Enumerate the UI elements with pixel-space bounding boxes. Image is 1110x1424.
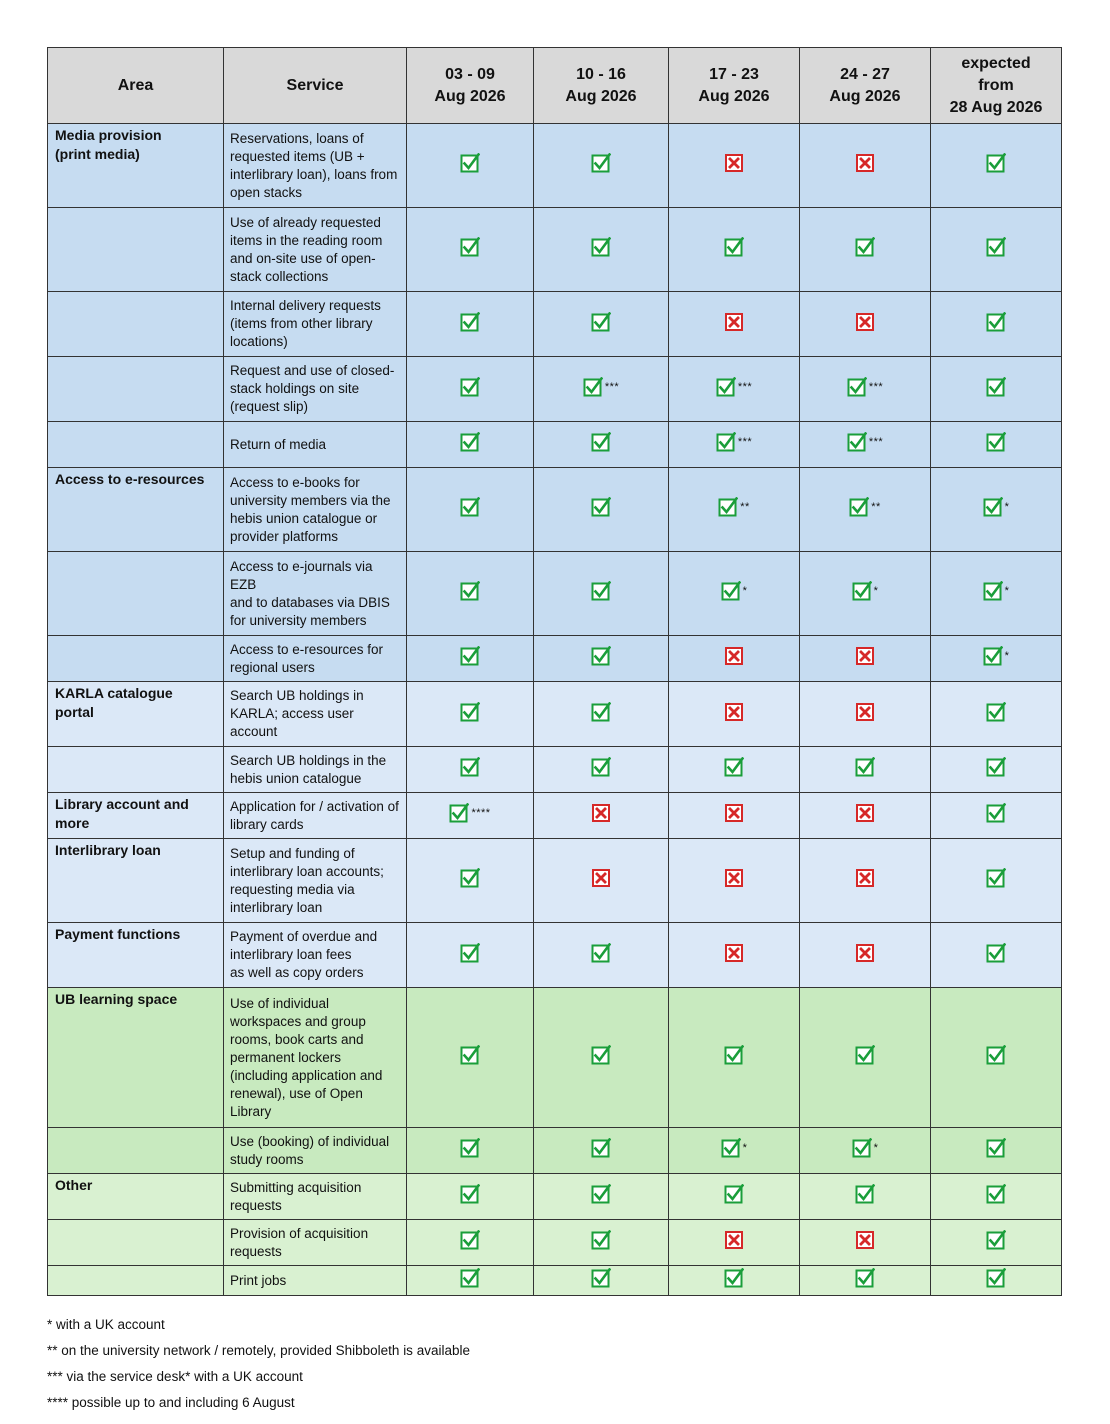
status-cell — [931, 923, 1062, 988]
checkbox-check-icon — [591, 757, 611, 777]
status-cell — [534, 552, 669, 636]
status-cell — [407, 1128, 534, 1174]
table-row — [48, 422, 1062, 468]
status-cell — [534, 1220, 669, 1266]
status-cell — [534, 422, 669, 468]
checkbox-check-icon — [847, 377, 867, 397]
checkbox-cross-icon — [855, 1230, 875, 1250]
status-cell — [534, 988, 669, 1128]
status-cell — [931, 747, 1062, 793]
status-cell — [931, 793, 1062, 839]
checkbox-check-icon — [986, 757, 1006, 777]
checkbox-check-icon — [986, 1184, 1006, 1204]
checkbox-cross-icon — [855, 153, 875, 173]
column-header-period: 24 - 27 Aug 2026 — [800, 48, 931, 124]
status-cell — [407, 208, 534, 292]
service-cell: Print jobs — [224, 1266, 407, 1296]
checkbox-cross-icon — [855, 312, 875, 332]
column-header-period: 03 - 09 Aug 2026 — [407, 48, 534, 124]
checkbox-check-icon — [986, 943, 1006, 963]
status-cell — [800, 1128, 931, 1174]
status-cell — [800, 292, 931, 357]
status-cell — [931, 636, 1062, 682]
area-cell: Library account and more — [48, 793, 224, 839]
footnote: * with a UK account — [47, 1317, 165, 1332]
status-cell — [407, 1174, 534, 1220]
status-cell — [534, 682, 669, 747]
status-cell — [407, 357, 534, 422]
checkbox-check-icon — [449, 803, 469, 823]
footnote-marker: *** — [737, 436, 753, 448]
service-cell: Provision of acquisition requests — [224, 1220, 407, 1266]
area-cell: Payment functions — [48, 923, 224, 988]
checkbox-check-icon — [986, 868, 1006, 888]
status-cell — [669, 357, 800, 422]
checkbox-check-icon — [855, 237, 875, 257]
table-row — [48, 682, 1062, 747]
table-row — [48, 552, 1062, 636]
checkbox-check-icon — [986, 803, 1006, 823]
footnote: *** via the service desk* with a UK account — [47, 1369, 303, 1384]
footnote-marker: *** — [868, 436, 884, 448]
status-cell — [931, 1220, 1062, 1266]
checkbox-check-icon — [460, 646, 480, 666]
status-cell — [800, 552, 931, 636]
status-cell — [669, 988, 800, 1128]
status-cell — [407, 682, 534, 747]
checkbox-check-icon — [724, 1045, 744, 1065]
checkbox-check-icon — [460, 757, 480, 777]
checkbox-check-icon — [721, 581, 741, 601]
footnote-marker: * — [873, 585, 879, 597]
column-header-period: expected from 28 Aug 2026 — [931, 48, 1062, 124]
checkbox-check-icon — [847, 432, 867, 452]
service-cell: Search UB holdings in KARLA; access user account — [224, 682, 407, 747]
footnotes — [47, 1314, 470, 1418]
status-cell — [931, 1266, 1062, 1296]
status-cell — [931, 208, 1062, 292]
checkbox-cross-icon — [724, 943, 744, 963]
checkbox-check-icon — [855, 757, 875, 777]
checkbox-check-icon — [724, 237, 744, 257]
status-cell — [669, 468, 800, 552]
status-cell — [669, 1266, 800, 1296]
status-cell — [534, 1128, 669, 1174]
column-header-period: 17 - 23 Aug 2026 — [669, 48, 800, 124]
status-cell — [407, 124, 534, 208]
footnote-marker: ** — [871, 501, 881, 513]
status-cell — [800, 1266, 931, 1296]
status-cell — [534, 923, 669, 988]
area-cell — [48, 208, 224, 292]
checkbox-check-icon — [583, 377, 603, 397]
status-cell — [931, 468, 1062, 552]
checkbox-check-icon — [724, 1184, 744, 1204]
checkbox-check-icon — [591, 1184, 611, 1204]
checkbox-cross-icon — [855, 702, 875, 722]
area-cell — [48, 422, 224, 468]
service-cell: Setup and funding of interlibrary loan accounts; requesting media via interlibrary loan — [224, 839, 407, 923]
table-row — [48, 208, 1062, 292]
area-cell — [48, 357, 224, 422]
checkbox-check-icon — [460, 237, 480, 257]
status-cell — [669, 839, 800, 923]
checkbox-check-icon — [983, 497, 1003, 517]
status-cell — [931, 988, 1062, 1128]
table-row — [48, 1220, 1062, 1266]
checkbox-check-icon — [983, 646, 1003, 666]
checkbox-check-icon — [460, 153, 480, 173]
checkbox-check-icon — [460, 1138, 480, 1158]
status-cell — [931, 357, 1062, 422]
checkbox-cross-icon — [724, 702, 744, 722]
checkbox-check-icon — [591, 646, 611, 666]
table-row — [48, 1174, 1062, 1220]
service-cell: Internal delivery requests (items from other library locations) — [224, 292, 407, 357]
status-cell — [534, 793, 669, 839]
table-row — [48, 357, 1062, 422]
table-row — [48, 1266, 1062, 1296]
table-row — [48, 923, 1062, 988]
status-cell — [407, 793, 534, 839]
status-cell — [669, 1128, 800, 1174]
status-cell — [669, 292, 800, 357]
footnote-marker: *** — [868, 380, 884, 393]
footnote-marker: *** — [604, 380, 620, 393]
status-cell — [407, 552, 534, 636]
status-cell — [407, 292, 534, 357]
column-header-area: Area — [48, 48, 224, 124]
status-cell — [931, 292, 1062, 357]
table-row — [48, 292, 1062, 357]
status-cell — [407, 988, 534, 1128]
checkbox-check-icon — [460, 702, 480, 722]
checkbox-check-icon — [591, 432, 611, 452]
checkbox-check-icon — [460, 868, 480, 888]
service-cell: Return of media — [224, 422, 407, 468]
checkbox-check-icon — [591, 237, 611, 257]
checkbox-check-icon — [460, 581, 480, 601]
service-cell: Request and use of closed- stack holdings on site (request slip) — [224, 357, 407, 422]
status-cell — [534, 292, 669, 357]
area-cell — [48, 552, 224, 636]
checkbox-check-icon — [986, 702, 1006, 722]
status-cell — [931, 1174, 1062, 1220]
status-cell — [800, 988, 931, 1128]
status-cell — [534, 208, 669, 292]
checkbox-check-icon — [460, 377, 480, 397]
service-cell: Search UB holdings in the hebis union catalogue — [224, 747, 407, 793]
status-cell — [931, 839, 1062, 923]
status-cell — [407, 1266, 534, 1296]
status-cell — [407, 923, 534, 988]
checkbox-cross-icon — [855, 943, 875, 963]
checkbox-check-icon — [849, 497, 869, 517]
checkbox-check-icon — [460, 497, 480, 517]
status-cell — [800, 747, 931, 793]
checkbox-check-icon — [724, 757, 744, 777]
checkbox-check-icon — [852, 581, 872, 601]
service-cell: Access to e-resources for regional users — [224, 636, 407, 682]
status-cell — [534, 468, 669, 552]
footnote-marker: * — [1004, 501, 1010, 513]
footnote-marker: *** — [737, 380, 753, 393]
checkbox-check-icon — [591, 497, 611, 517]
status-cell — [669, 124, 800, 208]
checkbox-check-icon — [852, 1138, 872, 1158]
status-cell — [407, 636, 534, 682]
footnote-marker: * — [873, 1142, 879, 1154]
area-cell: Interlibrary loan — [48, 839, 224, 923]
checkbox-check-icon — [460, 312, 480, 332]
status-cell — [800, 839, 931, 923]
status-cell — [931, 422, 1062, 468]
table-header-row — [48, 48, 1062, 124]
status-cell — [800, 357, 931, 422]
status-cell — [534, 357, 669, 422]
status-cell — [534, 747, 669, 793]
status-cell — [534, 636, 669, 682]
status-cell — [669, 793, 800, 839]
status-cell — [534, 1174, 669, 1220]
checkbox-check-icon — [721, 1138, 741, 1158]
status-cell — [800, 636, 931, 682]
footnote-marker: * — [742, 585, 748, 597]
checkbox-check-icon — [716, 432, 736, 452]
checkbox-cross-icon — [591, 803, 611, 823]
table-row — [48, 839, 1062, 923]
status-cell — [800, 682, 931, 747]
checkbox-cross-icon — [855, 868, 875, 888]
checkbox-cross-icon — [724, 153, 744, 173]
checkbox-cross-icon — [855, 646, 875, 666]
checkbox-check-icon — [718, 497, 738, 517]
checkbox-check-icon — [460, 1268, 480, 1288]
table-row — [48, 793, 1062, 839]
checkbox-check-icon — [460, 1230, 480, 1250]
status-cell — [931, 1128, 1062, 1174]
footnote: **** possible up to and including 6 August — [47, 1395, 295, 1410]
status-cell — [669, 1220, 800, 1266]
checkbox-cross-icon — [724, 868, 744, 888]
status-cell — [800, 422, 931, 468]
footnote: ** on the university network / remotely, provided Shibboleth is available — [47, 1343, 470, 1358]
status-cell — [669, 747, 800, 793]
area-cell — [48, 747, 224, 793]
table-row — [48, 988, 1062, 1128]
checkbox-check-icon — [591, 1138, 611, 1158]
table-row — [48, 636, 1062, 682]
checkbox-check-icon — [591, 702, 611, 722]
checkbox-cross-icon — [724, 646, 744, 666]
status-cell — [534, 124, 669, 208]
service-cell: Submitting acquisition requests — [224, 1174, 407, 1220]
table-row — [48, 1128, 1062, 1174]
table-row — [48, 468, 1062, 552]
status-cell — [800, 793, 931, 839]
service-cell: Use (booking) of individual study rooms — [224, 1128, 407, 1174]
checkbox-check-icon — [460, 1184, 480, 1204]
status-cell — [800, 468, 931, 552]
checkbox-check-icon — [591, 943, 611, 963]
checkbox-check-icon — [724, 1268, 744, 1288]
service-availability-table — [47, 47, 1062, 1296]
status-cell — [669, 208, 800, 292]
area-cell — [48, 1266, 224, 1296]
column-header-period: 10 - 16 Aug 2026 — [534, 48, 669, 124]
checkbox-check-icon — [591, 1268, 611, 1288]
checkbox-check-icon — [986, 1045, 1006, 1065]
status-cell — [669, 636, 800, 682]
checkbox-check-icon — [591, 581, 611, 601]
status-cell — [407, 747, 534, 793]
checkbox-check-icon — [986, 1268, 1006, 1288]
checkbox-check-icon — [591, 312, 611, 332]
status-cell — [407, 839, 534, 923]
status-cell — [669, 682, 800, 747]
checkbox-check-icon — [986, 1138, 1006, 1158]
status-cell — [931, 552, 1062, 636]
service-cell: Access to e-journals via EZB and to databases via DBIS for university members — [224, 552, 407, 636]
checkbox-check-icon — [986, 377, 1006, 397]
checkbox-check-icon — [986, 312, 1006, 332]
status-cell — [534, 839, 669, 923]
service-cell: Payment of overdue and interlibrary loan fees as well as copy orders — [224, 923, 407, 988]
checkbox-check-icon — [855, 1045, 875, 1065]
checkbox-check-icon — [716, 377, 736, 397]
footnote-marker: * — [1004, 650, 1010, 662]
status-cell — [407, 422, 534, 468]
table-row — [48, 747, 1062, 793]
table-row — [48, 124, 1062, 208]
footnote-marker: **** — [471, 807, 491, 819]
status-cell — [534, 1266, 669, 1296]
checkbox-check-icon — [986, 1230, 1006, 1250]
checkbox-check-icon — [460, 1045, 480, 1065]
checkbox-cross-icon — [855, 803, 875, 823]
area-cell — [48, 1220, 224, 1266]
area-cell — [48, 636, 224, 682]
checkbox-check-icon — [460, 432, 480, 452]
area-cell — [48, 1128, 224, 1174]
area-cell: UB learning space — [48, 988, 224, 1128]
status-cell — [669, 552, 800, 636]
footnote-marker: * — [742, 1142, 748, 1154]
area-cell: Other — [48, 1174, 224, 1220]
service-cell: Use of already requested items in the reading room and on-site use of open- stack collections — [224, 208, 407, 292]
status-cell — [800, 1220, 931, 1266]
area-cell: Media provision (print media) — [48, 124, 224, 208]
checkbox-check-icon — [591, 1230, 611, 1250]
status-cell — [931, 124, 1062, 208]
area-cell: KARLA catalogue portal — [48, 682, 224, 747]
column-header-service: Service — [224, 48, 407, 124]
area-cell — [48, 292, 224, 357]
service-cell: Reservations, loans of requested items (UB + interlibrary loan), loans from open stacks — [224, 124, 407, 208]
checkbox-check-icon — [855, 1268, 875, 1288]
status-cell — [800, 124, 931, 208]
checkbox-cross-icon — [724, 803, 744, 823]
status-cell — [931, 682, 1062, 747]
checkbox-check-icon — [855, 1184, 875, 1204]
checkbox-check-icon — [986, 432, 1006, 452]
status-cell — [407, 1220, 534, 1266]
checkbox-cross-icon — [724, 1230, 744, 1250]
checkbox-cross-icon — [591, 868, 611, 888]
status-cell — [800, 208, 931, 292]
footnote-marker: ** — [740, 501, 750, 513]
service-cell: Access to e-books for university members via the hebis union catalogue or provider platforms — [224, 468, 407, 552]
status-cell — [407, 468, 534, 552]
status-cell — [669, 923, 800, 988]
checkbox-check-icon — [986, 153, 1006, 173]
checkbox-check-icon — [591, 1045, 611, 1065]
checkbox-check-icon — [591, 153, 611, 173]
footnote-marker: * — [1004, 585, 1010, 597]
checkbox-check-icon — [986, 237, 1006, 257]
status-cell — [669, 422, 800, 468]
service-cell: Application for / activation of library cards — [224, 793, 407, 839]
checkbox-cross-icon — [724, 312, 744, 332]
area-cell: Access to e-resources — [48, 468, 224, 552]
status-cell — [800, 923, 931, 988]
status-cell — [800, 1174, 931, 1220]
checkbox-check-icon — [460, 943, 480, 963]
checkbox-check-icon — [983, 581, 1003, 601]
service-cell: Use of individual workspaces and group rooms, book carts and permanent lockers (including application and renewal), use of Open Library — [224, 988, 407, 1128]
status-cell — [669, 1174, 800, 1220]
